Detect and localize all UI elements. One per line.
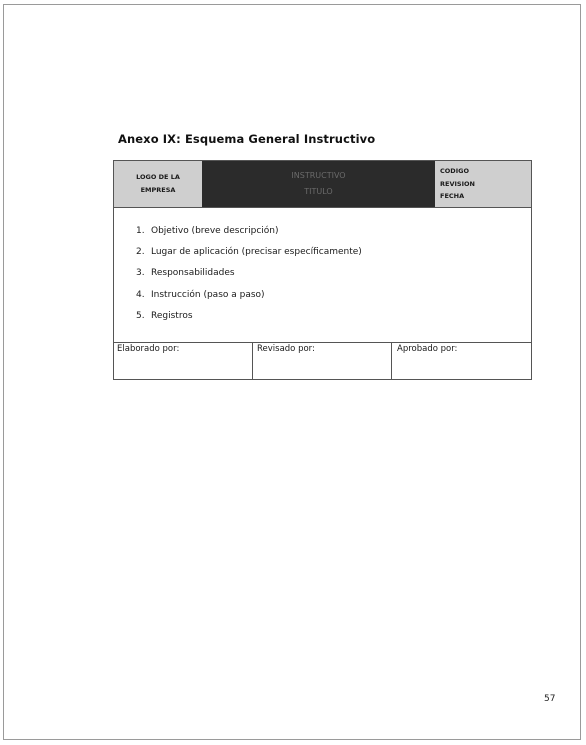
signature-row bbox=[114, 343, 531, 379]
logo-label-line1: LOGO DE LA bbox=[136, 173, 180, 181]
revision-label: REVISION bbox=[440, 179, 475, 188]
list-item bbox=[136, 285, 362, 306]
item-number: 4. bbox=[136, 289, 145, 300]
reviewed-by-cell: Revisado por: bbox=[253, 343, 392, 379]
title-label-line2: TITULO bbox=[304, 187, 333, 196]
instructive-form bbox=[113, 160, 532, 380]
item-text: Responsabilidades bbox=[151, 268, 235, 279]
code-cell bbox=[435, 161, 531, 207]
item-number: 1. bbox=[136, 226, 145, 236]
logo-cell bbox=[114, 161, 202, 207]
title-label-line1: INSTRUCTIVO bbox=[291, 171, 346, 180]
logo-label-line2: EMPRESA bbox=[140, 186, 176, 194]
list-item bbox=[136, 242, 362, 263]
list-item bbox=[136, 263, 362, 284]
code-label: CODIGO bbox=[440, 167, 469, 176]
section-list bbox=[136, 221, 362, 327]
item-text: Instrucción (paso a paso) bbox=[151, 289, 265, 300]
document-title: Anexo IX: Esquema General Instructivo bbox=[118, 132, 376, 146]
item-text: Lugar de aplicación (precisar específicamente) bbox=[151, 247, 362, 258]
form-header bbox=[114, 161, 531, 208]
elaborated-by-cell: Elaborado por: bbox=[114, 343, 253, 379]
item-text: Objetivo (breve descripción) bbox=[151, 226, 279, 236]
item-number: 2. bbox=[136, 247, 145, 258]
item-number: 5. bbox=[136, 310, 145, 321]
list-item bbox=[136, 306, 362, 327]
item-text: Registros bbox=[151, 310, 193, 321]
page-number: 57 bbox=[544, 694, 556, 704]
date-label: FECHA bbox=[440, 192, 465, 201]
title-cell bbox=[202, 161, 435, 207]
form-body bbox=[114, 208, 531, 343]
approved-by-cell: Aprobado por: bbox=[397, 344, 458, 354]
item-number: 3. bbox=[136, 268, 145, 279]
page bbox=[3, 4, 581, 740]
list-item bbox=[136, 221, 362, 242]
